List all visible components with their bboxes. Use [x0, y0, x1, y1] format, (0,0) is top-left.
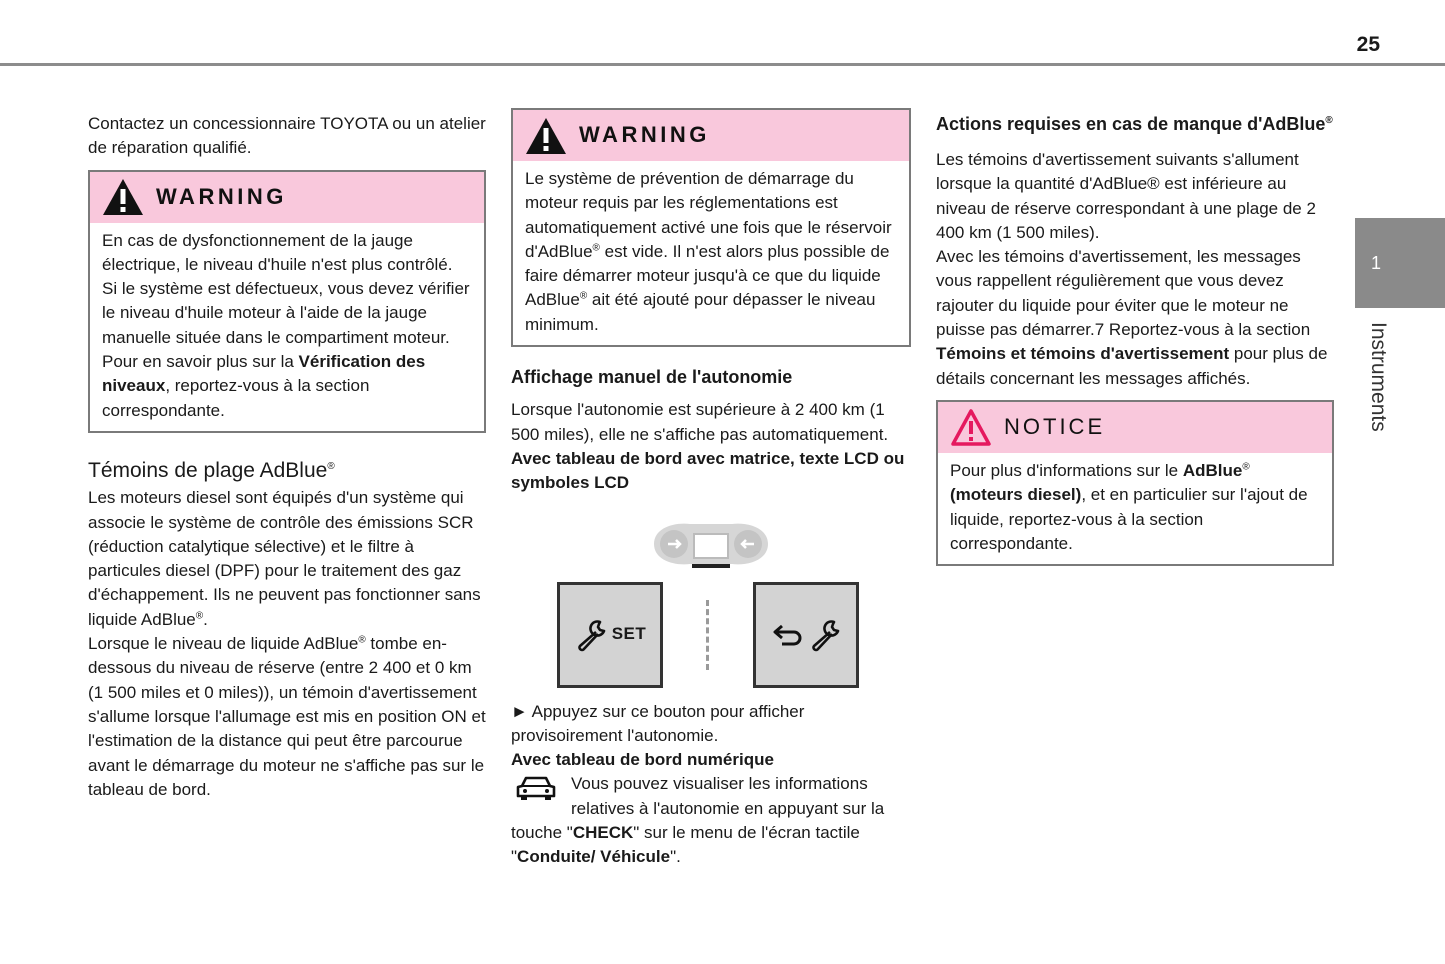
lcd-subheading-text: Avec tableau de bord avec matrice, texte LCD ou symboles LCD — [511, 448, 905, 493]
body-a-end: . — [203, 609, 208, 629]
check-text-mid: " sur le menu de l'écran tactile " — [511, 823, 860, 867]
steering-buttons-figure — [511, 582, 911, 694]
body-paragraph-a — [88, 486, 486, 632]
wrench-icon — [808, 618, 842, 652]
lcd-subheading — [511, 447, 911, 496]
header-rule — [0, 63, 1445, 66]
chapter-label-text: Instruments — [1367, 322, 1390, 432]
check-text-pre: Vous pouvez visualiser les informations relatives à l'autonomie en appuyant sur la touche " — [511, 774, 885, 843]
warning-text-2: Si le système est défectueux, vous devez vérifier le niveau d'huile moteur à l'aide de la jauge manuelle située dans le compartiment moteur. — [102, 279, 470, 347]
page-number: 25 — [1356, 33, 1380, 56]
autonomy-paragraph: Lorsque l'autonomie est supérieure à 2 400 km (1 500 miles), elle ne s'affiche pas automatiquement. — [511, 400, 889, 444]
warning-text-3-post: , reportez-vous à la section correspondante. — [102, 376, 370, 420]
warning-title: WARNING — [156, 183, 287, 209]
warning-box-start-prevention — [511, 108, 911, 347]
actions-p2-pre: Avec les témoins d'avertissement, les messages vous rappellent régulièrement que vous devez rajouter du liquide pour éviter que le moteur ne puisse pas démarrer.7 Reportez-vous à la section — [936, 247, 1311, 340]
warning-triangle-icon — [525, 117, 567, 155]
check-paragraph — [511, 772, 911, 869]
notice-body — [938, 453, 1332, 564]
registered-mark: ® — [327, 460, 335, 472]
chapter-number: 1 — [1371, 253, 1382, 273]
warning-header — [513, 110, 909, 161]
body-b-end: tombe en-dessous du niveau de réserve (entre 2 400 et 0 km (1 500 miles et 0 miles)), un témoin d'avertissement s'allume lorsque l'allumage est mis en position ON et l'estimation de la distance qui peut être parcourue avant le démarrage du moteur ne s'affiche pas sur le tableau de bord. — [88, 634, 486, 799]
notice-title: NOTICE — [1004, 414, 1106, 440]
warning-triangle-icon — [102, 178, 144, 216]
body-b-text: Lorsque le niveau de liquide AdBlue — [88, 634, 359, 654]
column-left — [88, 112, 486, 802]
back-button[interactable] — [753, 582, 859, 688]
check-keyword: CHECK — [572, 823, 634, 843]
warning-text — [525, 167, 899, 337]
actions-p2-post: pour plus de détails concernant les messages affichés. — [936, 344, 1328, 388]
diesel-engines-bold: (moteurs diesel) — [950, 485, 1082, 505]
press-instruction — [511, 700, 911, 749]
chapter-side-label — [1362, 322, 1392, 452]
section-title — [88, 459, 486, 483]
return-arrow-icon — [770, 618, 804, 652]
verification-link-text: Vérification des niveaux — [102, 352, 426, 396]
divider-dashes — [706, 600, 709, 670]
warning-text-1: Le système de prévention de démarrage du moteur requis par les réglementations est automatiquement activé une fois que le réservoir d'AdBlue — [525, 169, 892, 261]
actions-heading — [936, 112, 1336, 136]
instrument-cluster-icon — [646, 516, 776, 572]
warning-title: WARNING — [579, 122, 710, 148]
notice-text-post: , et en particulier sur l'ajout de liquide, reportez-vous à la section correspondante. — [950, 485, 1308, 553]
column-right — [936, 112, 1336, 566]
press-text: Appuyez sur ce bouton pour afficher provisoirement l'autonomie. — [511, 701, 805, 745]
registered-mark: ® — [1325, 115, 1333, 126]
section-title-text: Témoins de plage AdBlue — [88, 458, 328, 482]
warning-text-3: ait été ajouté pour dépasser le niveau minimum. — [525, 290, 876, 334]
registered-mark: ® — [1242, 461, 1250, 473]
notice-text — [950, 459, 1322, 556]
registered-mark: ® — [358, 634, 366, 646]
adblue-bold: AdBlue — [1182, 460, 1243, 480]
registered-mark: ® — [195, 610, 204, 622]
notice-header — [938, 402, 1332, 453]
digital-subheading — [511, 748, 911, 772]
warning-text-3 — [102, 350, 474, 423]
arrow-marker: ► — [511, 701, 528, 721]
wrench-icon — [574, 618, 608, 652]
column-middle — [511, 108, 911, 870]
driving-vehicle-menu-text: Conduite/ Véhicule — [517, 847, 671, 867]
set-button-label: SET — [611, 624, 647, 644]
body-a-text: Les moteurs diesel sont équipés d'un système qui associe le système de contrôle des émissions SCR (réduction catalytique sélective) et le filtre à particules diesel (DPF) pour le traitement des gaz d'échappement. Ils ne peuvent pas fonctionner sans liquide AdBlue — [88, 488, 481, 629]
warning-text-1: En cas de dysfonctionnement de la jauge électrique, le niveau d'huile n'est plus contrôlé. — [102, 230, 453, 274]
notice-triangle-icon — [950, 408, 992, 446]
warning-body — [513, 161, 909, 345]
set-button[interactable] — [557, 582, 663, 688]
warning-box-oil — [88, 170, 486, 433]
notice-text-pre: Pour plus d'informations sur le — [950, 460, 1183, 480]
actions-heading-text: Actions requises en cas de manque d'AdBlue — [936, 114, 1326, 134]
autonomy-heading: Affichage manuel de l'autonomie — [511, 367, 793, 388]
warning-body — [90, 223, 484, 431]
warning-lights-link-text: Témoins et témoins d'avertissement — [936, 344, 1230, 364]
registered-mark: ® — [592, 242, 600, 254]
digital-subheading-text: Avec tableau de bord numérique — [511, 750, 774, 770]
registered-mark: ® — [579, 290, 588, 302]
warning-text-3-pre: Pour en savoir plus sur la — [102, 352, 299, 372]
chapter-tab — [1355, 218, 1445, 308]
check-text-post: ". — [670, 847, 681, 867]
notice-box — [936, 400, 1334, 566]
intro-paragraph: Contactez un concessionnaire TOYOTA ou un atelier de réparation qualifié. — [88, 114, 486, 158]
warning-text-2: est vide. Il n'est alors plus possible de faire démarrer moteur jusqu'à ce que du liquide AdBlue — [525, 241, 890, 310]
actions-paragraph-2 — [936, 245, 1336, 391]
actions-paragraph-1: Les témoins d'avertissement suivants s'allument lorsque la quantité d'AdBlue® est inférieure au niveau de réserve correspondant à une plage de 2 400 km (1 500 miles). — [936, 150, 1316, 242]
car-icon — [515, 774, 557, 802]
body-paragraph-b — [88, 632, 486, 802]
warning-header — [90, 172, 484, 223]
